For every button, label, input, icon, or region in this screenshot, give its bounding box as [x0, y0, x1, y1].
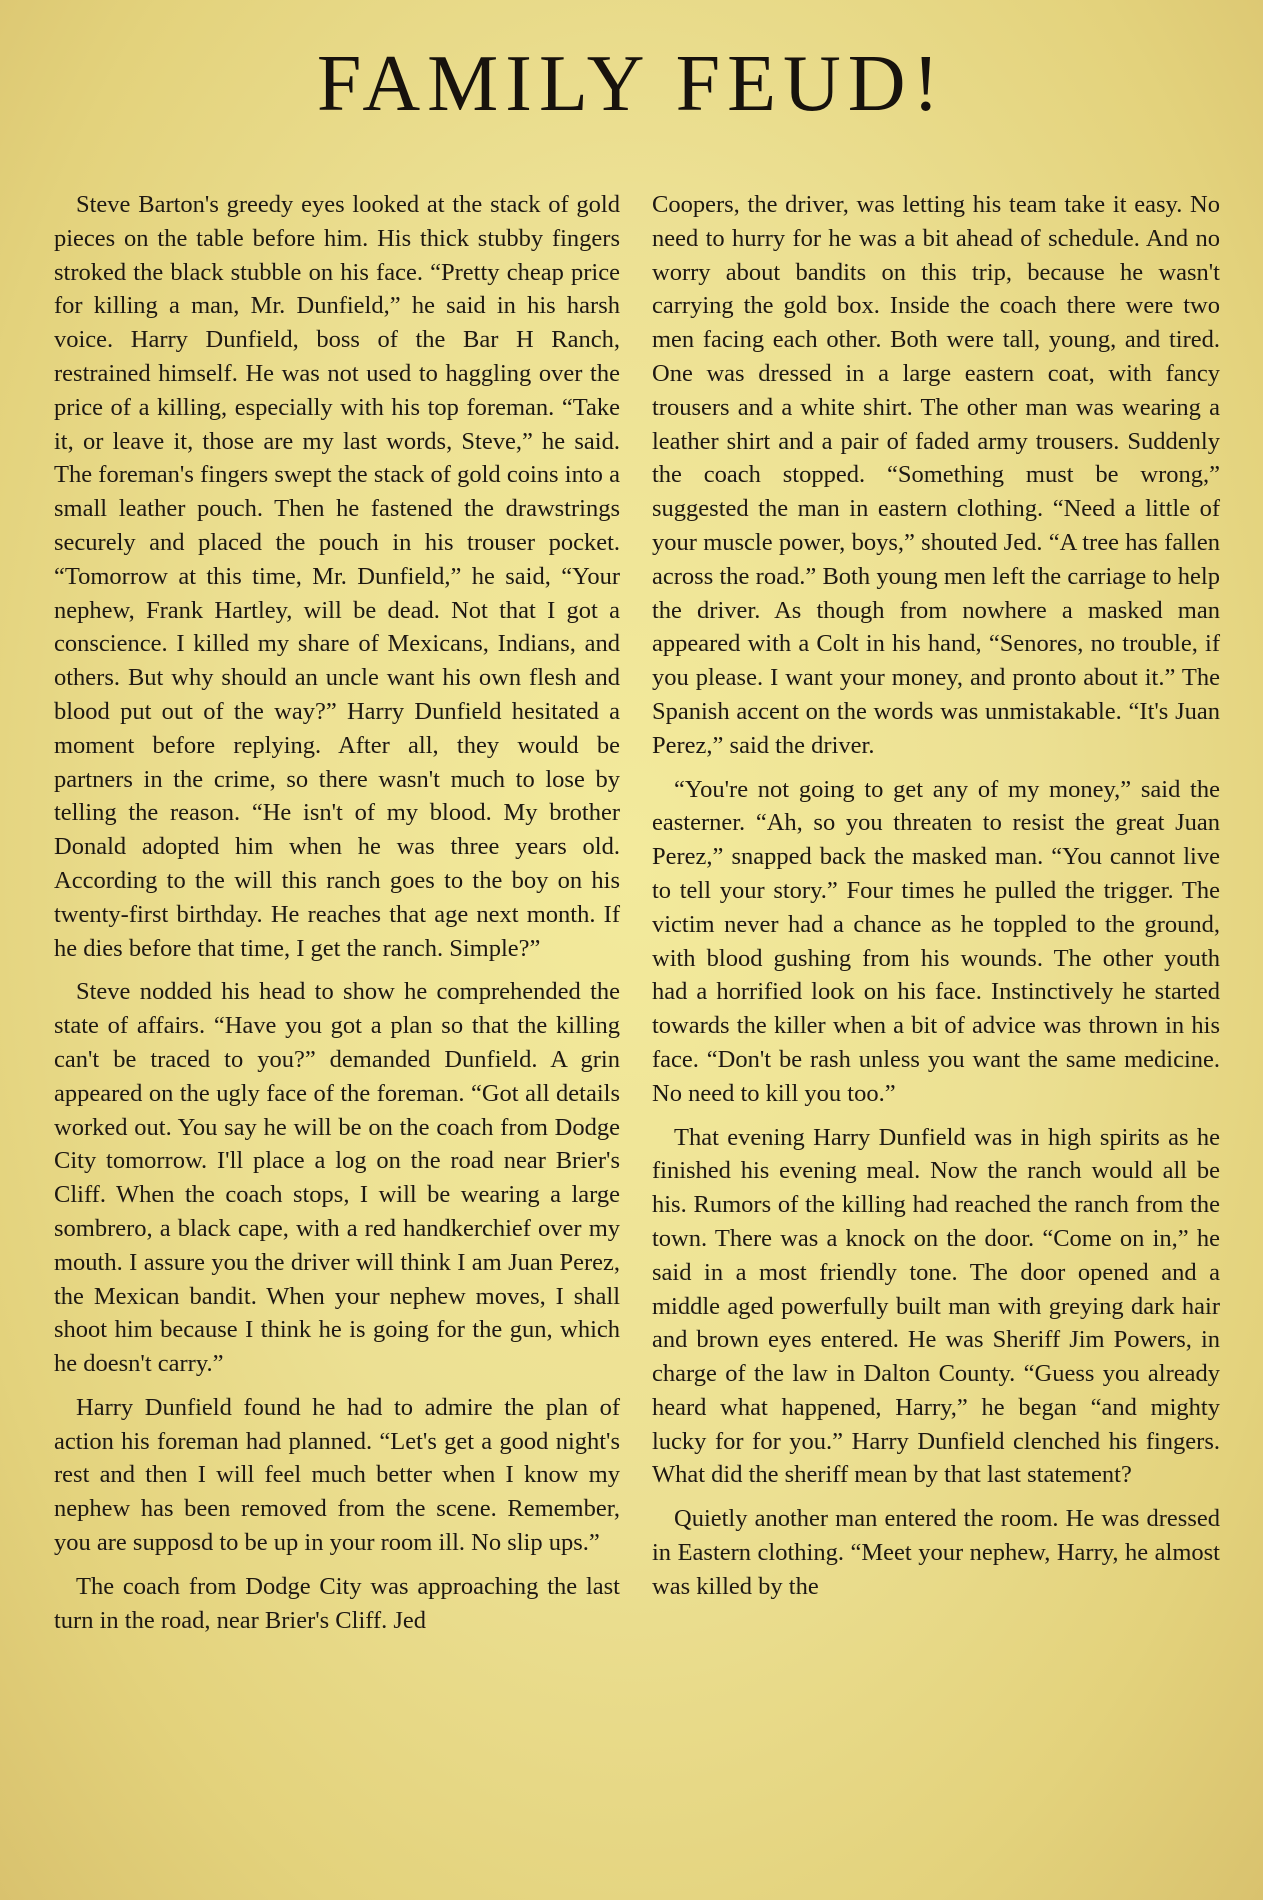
paragraph: “You're not going to get any of my money,” said the easterner. “Ah, so you threaten to resist the great Juan Perez,” snapped back the masked man. “You cannot live to tell your story.” Four times he pulled the trigger. The victim never had a chance as he toppled to the ground, with blood gushing from his wounds. The other youth had a horrified look on his face. Instinctively he started towards the killer when a bit of advice was thrown in his face. “Don't be rash unless you want the same medicine. No need to kill you too.” [652, 775, 1220, 1107]
paragraph: Quietly another man entered the room. He was dressed in Eastern clothing. “Meet your nephew, Harry, he almost was killed by the [652, 1505, 1220, 1600]
paragraph: That evening Harry Dunfield was in high spirits as he finished his evening meal. Now the ranch would all be his. Rumors of the killing had reached the ranch from the town. There was a knock on the door. “Come on in,” he said in a most friendly tone. The door opened and a middle aged powerfully built man with greying dark hair and brown eyes entered. He was Sheriff Jim Powers, in charge of the law in Dalton County. “Guess you already heard what happened, Harry,” he began “and mighty lucky for for you.” Harry Dunfield clenched his fingers. What did the sheriff mean by that last statement? [652, 1123, 1220, 1489]
paragraph: Steve Barton's greedy eyes looked at the stack of gold pieces on the table before him. His thick stubby fingers stroked the black stubble on his face. “Pretty cheap price for killing a man, Mr. Dunfield,” he said in his harsh voice. Harry Dunfield, boss of the Bar H Ranch, restrained himself. He was not used to haggling over the price of a killing, especially with his top foreman. “Take it, or leave it, those are my last words, Steve,” he said. The foreman's fingers swept the stack of gold coins into a small leather pouch. Then he fastened the drawstrings securely and placed the pouch in his trouser pocket. “Tomorrow at this time, Mr. Dunfield,” he said, “Your nephew, Frank Hartley, will be dead. Not that I got a conscience. I killed my share of Mexicans, Indians, and others. But why should an uncle want his own flesh and blood put out of the way?” Harry Dunfield hesitated a moment before replying. After all, they would be partners in the crime, so there wasn't much to lose by telling the reason. “He isn't of my blood. My brother Donald adopted him when he was three years old. According to the will this ranch goes to the boy on his twenty-first birthday. He reaches that age next month. If he dies before that time, I get the ranch. Simple?” [54, 191, 620, 962]
left-column [54, 188, 620, 1647]
paragraph: Steve nodded his head to show he comprehended the state of affairs. “Have you got a plan so that the killing can't be traced to you?” demanded Dunfield. A grin appeared on the ugly face of the foreman. “Got all details worked out. You say he will be on the coach from Dodge City tomorrow. I'll place a log on the road near Brier's Cliff. When the coach stops, I will be wearing a large sombrero, a black cape, with a red handkerchief over my mouth. I assure you the driver will think I am Juan Perez, the Mexican bandit. When your nephew moves, I shall shoot him because I think he is going for the gun, which he doesn't carry.” [54, 978, 620, 1378]
paragraph: The coach from Dodge City was approaching the last turn in the road, near Brier's Cliff. Jed [54, 1572, 620, 1634]
right-column [652, 188, 1220, 1614]
paragraph: Harry Dunfield found he had to admire the plan of action his foreman had planned. “Let's get a good night's rest and then I will feel much better when I know my nephew has been removed from the scene. Remember, you are supposd to be up in your room ill. No slip ups.” [54, 1393, 620, 1557]
paragraph-continued: Coopers, the driver, was letting his team take it easy. No need to hurry for he was a bit ahead of schedule. And no worry about bandits on this trip, because he wasn't carrying the gold box. Inside the coach there were two men facing each other. Both were tall, young, and tired. One was dressed in a large eastern coat, with fancy trousers and a white shirt. The other man was wearing a leather shirt and a pair of faded army trousers. Suddenly the coach stopped. “Something must be wrong,” suggested the man in eastern clothing. “Need a little of your muscle power, boys,” shouted Jed. “A tree has fallen across the road.” Both young men left the carriage to help the driver. As though from nowhere a masked man appeared with a Colt in his hand, “Senores, no trouble, if you please. I want your money, and pronto about it.” The Spanish accent on the words was unmistakable. “It's Juan Perez,” said the driver. [652, 191, 1220, 759]
story-title: FAMILY FEUD! [316, 40, 947, 128]
